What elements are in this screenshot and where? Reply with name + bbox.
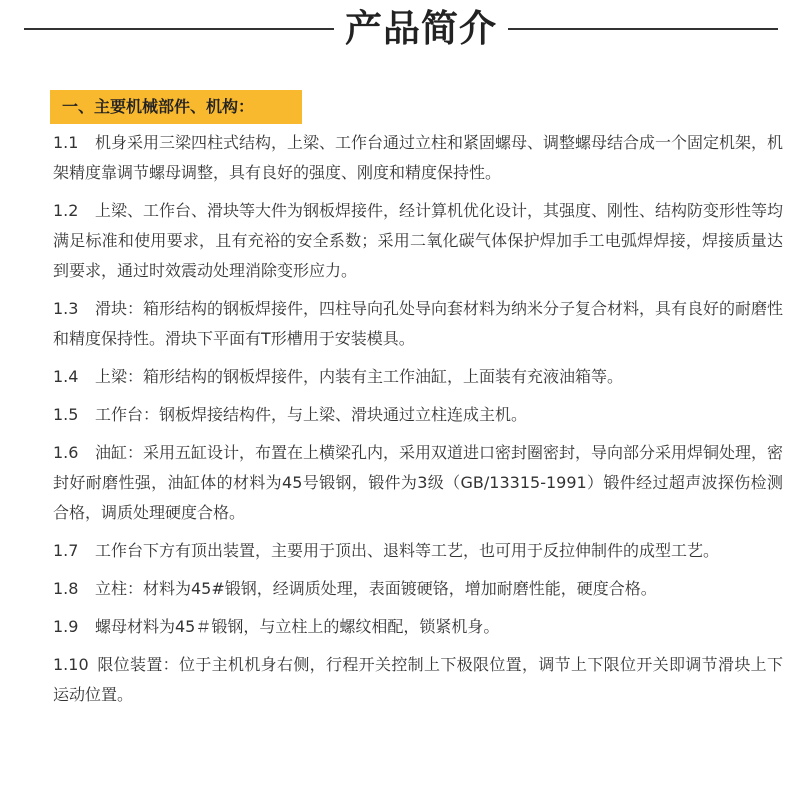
item-number: 1.5 [53,405,79,424]
item-number: 1.1 [53,133,79,152]
item-text: 上梁、工作台、滑块等大件为钢板焊接件，经计算机优化设计，其强度、刚性、结构防变形性等均满足标准和使用要求，且有充裕的安全系数；采用二氧化碳气体保护焊加手工电弧焊焊接，焊接质量达到要求，通过时效震动处理消除变形应力。 [53,201,784,280]
item-number: 1.2 [53,201,79,220]
item-text: 滑块：箱形结构的钢板焊接件，四柱导向孔处导向套材料为纳米分子复合材料，具有良好的耐磨性和精度保持性。滑块下平面有T形槽用于安装模具。 [53,299,784,348]
item-list [53,128,783,718]
item-text: 工作台下方有顶出装置，主要用于顶出、退料等工艺，也可用于反拉伸制件的成型工艺。 [95,541,720,560]
list-item [53,294,783,354]
item-text: 上梁：箱形结构的钢板焊接件，内装有主工作油缸，上面装有充液油箱等。 [95,367,624,386]
page-title: 产品简介 [345,7,497,50]
list-item [53,362,783,392]
section-heading: 一、主要机械部件、机构： [50,90,302,124]
list-item [53,196,783,286]
item-text: 油缸：采用五缸设计，布置在上横梁孔内，采用双道进口密封圈密封，导向部分采用焊铜处理，密封好耐磨性强，油缸体的材料为45号锻钢，锻件为3级（GB/13315-1991）锻件经过超声波探伤检测合格，调质处理硬度合格。 [53,443,784,522]
list-item [53,438,783,528]
list-item [53,400,783,430]
title-divider-right [508,28,778,30]
item-number: 1.7 [53,541,79,560]
item-number: 1.9 [53,617,79,636]
item-text: 螺母材料为45＃锻钢，与立柱上的螺纹相配，锁紧机身。 [95,617,500,636]
item-number: 1.3 [53,299,79,318]
list-item [53,128,783,188]
item-text: 限位装置：位于主机机身右侧，行程开关控制上下极限位置，调节上下限位开关即调节滑块上下运动位置。 [53,655,783,704]
item-number: 1.8 [53,579,79,598]
item-number: 1.10 [53,655,89,674]
item-number: 1.4 [53,367,79,386]
list-item [53,574,783,604]
title-divider-left [24,28,334,30]
list-item [53,536,783,566]
list-item [53,612,783,642]
item-text: 机身采用三梁四柱式结构，上梁、工作台通过立柱和紧固螺母、调整螺母结合成一个固定机架，机架精度靠调节螺母调整，具有良好的强度、刚度和精度保持性。 [53,133,784,182]
item-number: 1.6 [53,443,79,462]
title-bar [0,0,800,60]
list-item [53,650,783,710]
item-text: 工作台：钢板焊接结构件，与上梁、滑块通过立柱连成主机。 [95,405,528,424]
item-text: 立柱：材料为45#锻钢，经调质处理，表面镀硬铬，增加耐磨性能，硬度合格。 [95,579,657,598]
